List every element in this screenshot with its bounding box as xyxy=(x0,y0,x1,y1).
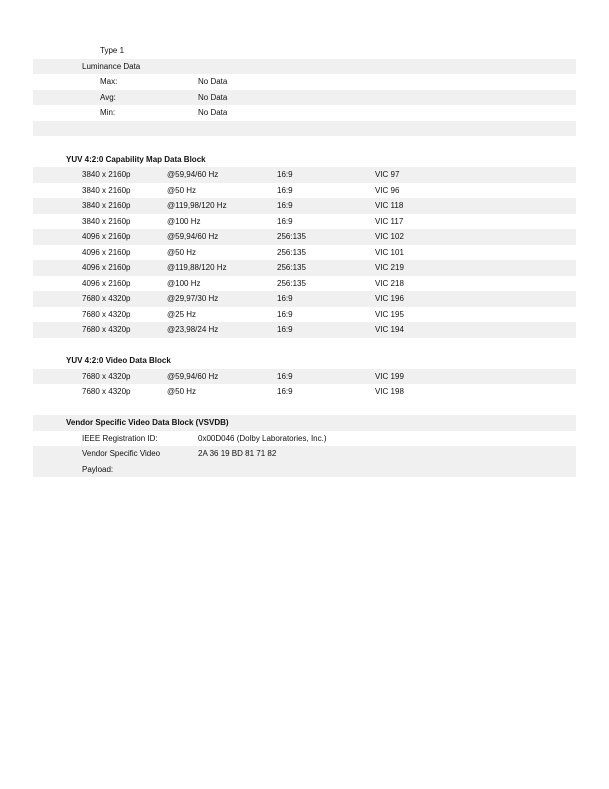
cell-rate: @23,98/24 Hz xyxy=(167,325,219,334)
spacer-row xyxy=(33,400,576,416)
cell-vic: VIC 97 xyxy=(375,170,400,179)
cell-res: 4096 x 2160p xyxy=(82,278,131,288)
spacer-row xyxy=(33,136,576,152)
table-row xyxy=(33,291,576,307)
cell-res: 4096 x 2160p xyxy=(82,232,131,241)
cell-res: 3840 x 2160p xyxy=(82,170,131,179)
luminance-row xyxy=(33,59,576,75)
cell-aspect: 16:9 xyxy=(277,325,293,334)
section-title-row xyxy=(33,353,576,369)
cell-vic: VIC 196 xyxy=(375,294,404,303)
cell-vic: VIC 219 xyxy=(375,263,404,272)
table-row xyxy=(33,369,576,385)
cell-vic: VIC 218 xyxy=(375,278,404,288)
table-row xyxy=(33,384,576,400)
table-row xyxy=(33,214,576,230)
table-row xyxy=(33,307,576,323)
cell-rate: @100 Hz xyxy=(167,278,201,288)
cell-vic: VIC 96 xyxy=(375,185,400,195)
cell-aspect: 16:9 xyxy=(277,170,293,179)
cell-res: 3840 x 2160p xyxy=(82,185,131,195)
table-row xyxy=(33,167,576,183)
ieee-value: 0x00D046 (Dolby Laboratories, Inc.) xyxy=(198,433,327,443)
cell-res: 7680 x 4320p xyxy=(82,309,131,319)
luminance-min-value: No Data xyxy=(198,108,228,117)
spacer-row xyxy=(33,338,576,354)
table-row xyxy=(33,183,576,199)
payload-row xyxy=(33,446,576,477)
vsvdb-title: Vendor Specific Video Data Block (VSVDB) xyxy=(66,418,229,427)
luminance-avg-label: Avg: xyxy=(100,92,116,102)
capability-map-title: YUV 4:2:0 Capability Map Data Block xyxy=(66,154,206,164)
type-row xyxy=(33,43,576,59)
cell-aspect: 256:135 xyxy=(277,247,306,257)
cell-aspect: 256:135 xyxy=(277,232,306,241)
video-block-table xyxy=(33,369,576,400)
table-row xyxy=(33,229,576,245)
cell-rate: @25 Hz xyxy=(167,309,197,319)
cell-rate: @50 Hz xyxy=(167,387,197,396)
cell-aspect: 256:135 xyxy=(277,278,306,288)
cell-vic: VIC 199 xyxy=(375,371,404,381)
ieee-row xyxy=(33,431,576,447)
table-row xyxy=(33,322,576,338)
cell-vic: VIC 117 xyxy=(375,216,404,226)
cell-vic: VIC 198 xyxy=(375,387,404,396)
cell-vic: VIC 194 xyxy=(375,325,404,334)
luminance-max-row xyxy=(33,74,576,90)
payload-label: Vendor Specific Video Payload: xyxy=(82,449,161,474)
cell-rate: @100 Hz xyxy=(167,216,201,226)
cell-rate: @50 Hz xyxy=(167,185,197,195)
luminance-min-row xyxy=(33,105,576,121)
ieee-label: IEEE Registration ID: xyxy=(82,433,158,443)
section-title-row xyxy=(33,152,576,168)
luminance-max-value: No Data xyxy=(198,77,228,86)
luminance-avg-row xyxy=(33,90,576,106)
table-row xyxy=(33,260,576,276)
cell-rate: @59,94/60 Hz xyxy=(167,170,219,179)
cell-res: 7680 x 4320p xyxy=(82,294,131,303)
table-row xyxy=(33,276,576,292)
luminance-avg-value: No Data xyxy=(198,92,228,102)
cell-aspect: 16:9 xyxy=(277,309,293,319)
cell-res: 7680 x 4320p xyxy=(82,371,131,381)
cell-rate: @29,97/30 Hz xyxy=(167,294,219,303)
cell-res: 3840 x 2160p xyxy=(82,216,131,226)
cell-rate: @59,94/60 Hz xyxy=(167,232,219,241)
cell-aspect: 256:135 xyxy=(277,263,306,272)
type-label: Type 1 xyxy=(100,46,125,55)
cell-aspect: 16:9 xyxy=(277,294,293,303)
spacer-row xyxy=(33,121,576,137)
cell-aspect: 16:9 xyxy=(277,201,293,210)
luminance-min-label: Min: xyxy=(100,108,116,117)
table-row xyxy=(33,198,576,214)
cell-aspect: 16:9 xyxy=(277,216,293,226)
cell-vic: VIC 195 xyxy=(375,309,404,319)
cell-res: 4096 x 2160p xyxy=(82,263,131,272)
capability-map-table xyxy=(33,167,576,338)
cell-rate: @119,98/120 Hz xyxy=(167,201,227,210)
cell-vic: VIC 118 xyxy=(375,201,404,210)
edid-report xyxy=(33,43,576,477)
cell-res: 7680 x 4320p xyxy=(82,325,131,334)
cell-vic: VIC 102 xyxy=(375,232,404,241)
cell-vic: VIC 101 xyxy=(375,247,404,257)
cell-aspect: 16:9 xyxy=(277,371,293,381)
table-row xyxy=(33,245,576,261)
cell-rate: @50 Hz xyxy=(167,247,197,257)
cell-aspect: 16:9 xyxy=(277,387,293,396)
cell-rate: @119,88/120 Hz xyxy=(167,263,227,272)
cell-res: 3840 x 2160p xyxy=(82,201,131,210)
video-block-title: YUV 4:2:0 Video Data Block xyxy=(66,356,171,365)
cell-res: 7680 x 4320p xyxy=(82,387,131,396)
section-title-row xyxy=(33,415,576,431)
luminance-label: Luminance Data xyxy=(82,61,141,71)
cell-rate: @59,94/60 Hz xyxy=(167,371,219,381)
cell-res: 4096 x 2160p xyxy=(82,247,131,257)
luminance-max-label: Max: xyxy=(100,77,118,86)
payload-value: 2A 36 19 BD 81 71 82 xyxy=(198,449,277,458)
cell-aspect: 16:9 xyxy=(277,185,293,195)
